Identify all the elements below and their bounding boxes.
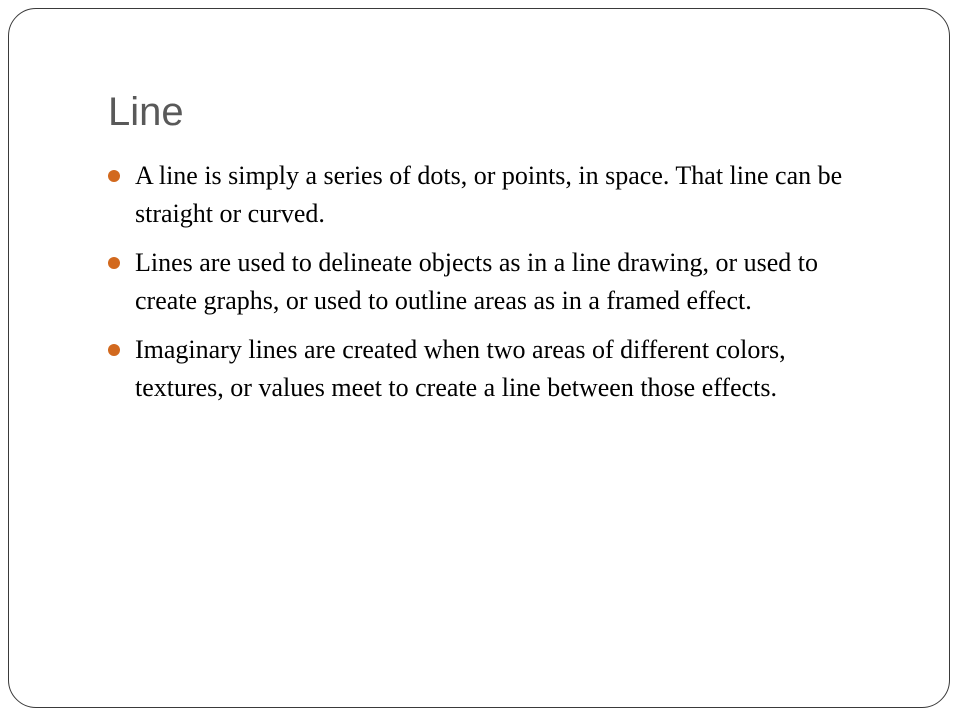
bullet-text: Imaginary lines are created when two areas of different colors, textures, or values meet to create a line between those effects.: [135, 335, 786, 402]
slide-title: Line: [108, 90, 184, 134]
bullet-text: A line is simply a series of dots, or points, in space. That line can be straight or curved.: [135, 161, 843, 228]
bullet-text: Lines are used to delineate objects as in a line drawing, or used to create graphs, or used to outline areas as in a framed effect.: [135, 248, 819, 315]
bullet-list: [108, 157, 868, 418]
bullet-dot-icon: [108, 344, 120, 356]
bullet-item: [108, 244, 868, 320]
bullet-item: [108, 157, 868, 233]
bullet-dot-icon: [108, 170, 120, 182]
bullet-item: [108, 331, 868, 407]
bullet-dot-icon: [108, 257, 120, 269]
